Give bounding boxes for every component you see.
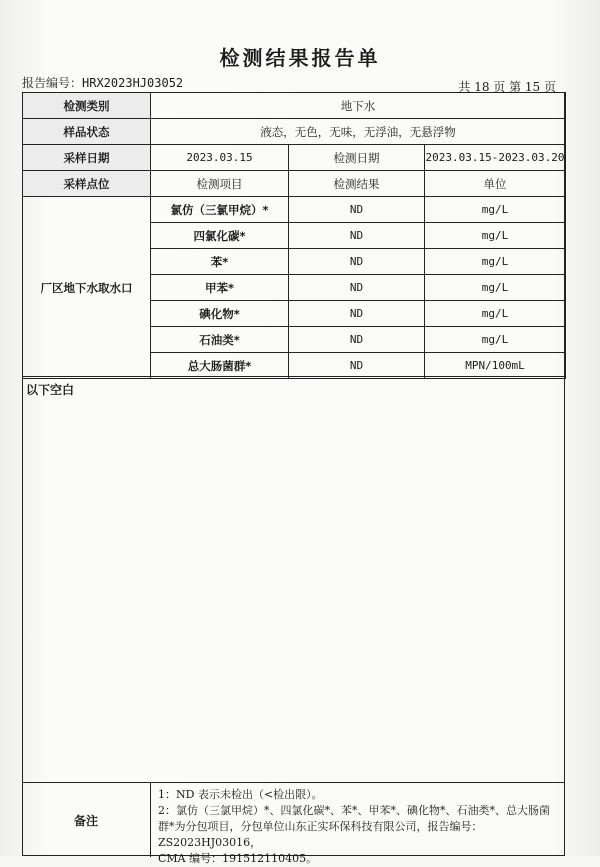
site-name: 厂区地下水取水口 xyxy=(23,197,151,379)
page-count: 共 18 页 第 15 页 xyxy=(458,80,556,94)
sample-date-value: 2023.03.15 xyxy=(151,145,289,171)
remarks-text xyxy=(158,787,558,867)
remarks-line: 群*为分包项目，分包单位山东正实环保科技有限公司，报告编号：ZS2023HJ03016， xyxy=(158,820,483,849)
item-cell: 氯仿（三氯甲烷）* xyxy=(151,197,289,223)
item-cell: 碘化物* xyxy=(151,301,289,327)
result-cell: ND xyxy=(289,223,425,249)
unit-cell: mg/L xyxy=(425,327,566,353)
unit-cell: mg/L xyxy=(425,275,566,301)
remarks-section xyxy=(22,782,565,865)
category-row xyxy=(23,93,566,119)
col-item: 检测项目 xyxy=(151,171,289,197)
item-cell: 石油类* xyxy=(151,327,289,353)
unit-cell: mg/L xyxy=(425,197,566,223)
unit-cell: mg/L xyxy=(425,301,566,327)
page-title: 检测结果报告单 xyxy=(219,46,381,70)
remarks-label: 备注 xyxy=(22,783,151,857)
col-unit: 单位 xyxy=(425,171,566,197)
result-cell: ND xyxy=(289,301,425,327)
remarks-line: CMA 编号：191512110405。 xyxy=(158,852,318,865)
state-row xyxy=(23,119,566,145)
column-header-row xyxy=(23,171,566,197)
result-cell: ND xyxy=(289,275,425,301)
category-value: 地下水 xyxy=(151,93,566,119)
test-date-value: 2023.03.15-2023.03.20 xyxy=(425,145,566,171)
unit-cell: mg/L xyxy=(425,223,566,249)
report-number: 报告编号：HRX2023HJ03052 xyxy=(22,76,184,90)
category-label: 检测类别 xyxy=(23,93,151,119)
item-cell: 苯* xyxy=(151,249,289,275)
sample-date-label: 采样日期 xyxy=(23,145,151,171)
item-cell: 总大肠菌群* xyxy=(151,353,289,379)
item-cell: 甲苯* xyxy=(151,275,289,301)
state-label: 样品状态 xyxy=(23,119,151,145)
blank-note: 以下空白 xyxy=(26,383,75,397)
table-row xyxy=(23,197,566,223)
result-cell: ND xyxy=(289,353,425,379)
test-date-label: 检测日期 xyxy=(289,145,425,171)
unit-cell: mg/L xyxy=(425,249,566,275)
item-cell: 四氯化碳* xyxy=(151,223,289,249)
result-cell: ND xyxy=(289,197,425,223)
remarks-line: 1：ND 表示未检出（<检出限）。 xyxy=(158,788,323,801)
result-cell: ND xyxy=(289,249,425,275)
col-site: 采样点位 xyxy=(23,171,151,197)
remarks-line: 2：氯仿（三氯甲烷）*、四氯化碳*、苯*、甲苯*、碘化物*、石油类*、总大肠菌 xyxy=(158,804,550,817)
col-result: 检测结果 xyxy=(289,171,425,197)
results-table xyxy=(22,92,566,379)
date-row xyxy=(23,145,566,171)
result-cell: ND xyxy=(289,327,425,353)
state-value: 液态，无色，无味，无浮油，无悬浮物 xyxy=(151,119,566,145)
unit-cell: MPN/100mL xyxy=(425,353,566,379)
section-divider xyxy=(22,376,565,377)
